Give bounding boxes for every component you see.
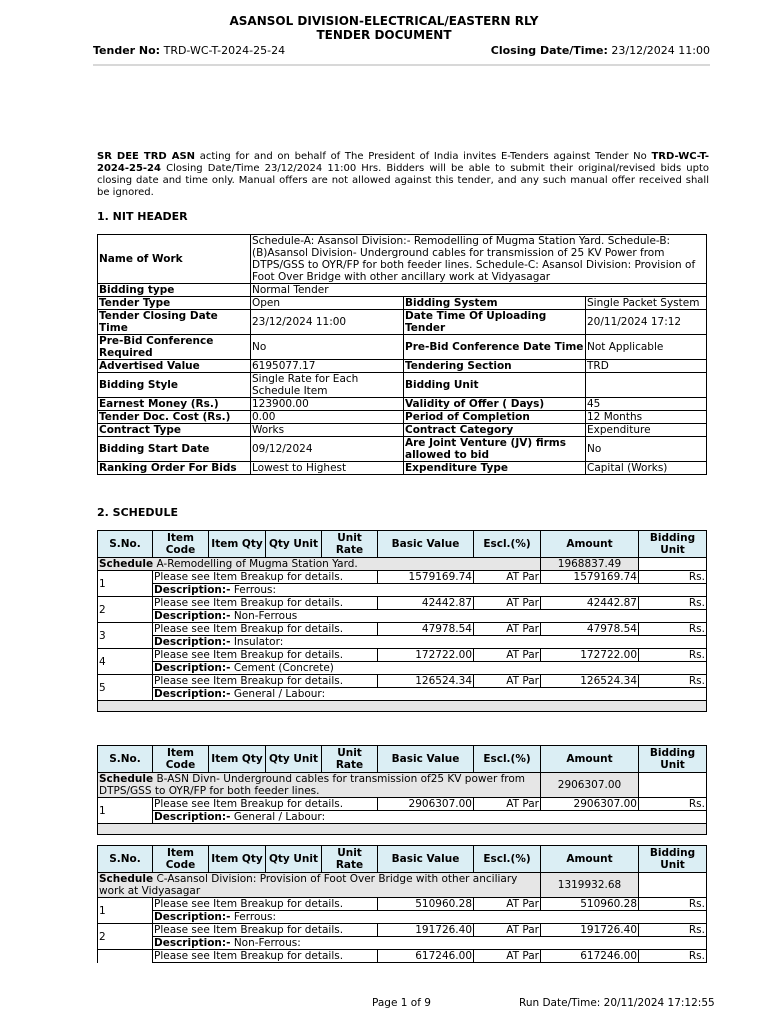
section-title-nit: 1. NIT HEADER: [97, 210, 188, 223]
schedule-total-unit: [639, 773, 707, 798]
schedule-title-row: [98, 558, 707, 571]
spacer-cell: [98, 824, 707, 835]
item-bidding-unit: Rs.: [639, 898, 707, 911]
nit-value: 6195077.17: [251, 360, 404, 373]
nit-label: Tender Type: [98, 297, 251, 310]
description-row: [98, 662, 707, 675]
column-header-amount: Amount: [541, 531, 639, 558]
schedule-table: [97, 745, 707, 835]
nit-label: Ranking Order For Bids: [98, 462, 251, 475]
description-row: [98, 937, 707, 950]
nit-value: 0.00: [251, 411, 404, 424]
nit-label: Expenditure Type: [404, 462, 586, 475]
schedule-name: [98, 773, 541, 798]
table-row: [98, 597, 707, 610]
item-basic-value: 191726.40: [378, 924, 474, 937]
nit-value: No: [586, 437, 707, 462]
header-divider: [93, 64, 710, 66]
item-details: Please see Item Breakup for details.: [153, 571, 378, 584]
nit-row: [98, 297, 707, 310]
nit-label: Earnest Money (Rs.): [98, 398, 251, 411]
table-row: [98, 924, 707, 937]
nit-label: Bidding Unit: [404, 373, 586, 398]
table-row: [98, 898, 707, 911]
item-amount: 126524.34: [541, 675, 639, 688]
item-escalation: AT Par: [474, 798, 541, 811]
schedule-name: [98, 873, 541, 898]
column-header-amount: Amount: [541, 746, 639, 773]
item-basic-value: 47978.54: [378, 623, 474, 636]
description-label: Description:-: [154, 584, 231, 596]
item-details: Please see Item Breakup for details.: [153, 924, 378, 937]
description-label: Description:-: [154, 662, 231, 674]
schedule-title: C-Asansol Division: Provision of Foot Over Bridge with other anciliary work at Vidyasagar: [99, 873, 518, 897]
item-bidding-unit: Rs.: [639, 649, 707, 662]
schedule-label: Schedule: [99, 873, 154, 885]
column-header-amount: Amount: [541, 846, 639, 873]
closing-datetime: Closing Date/Time: 23/12/2024 11:00: [490, 44, 710, 57]
column-header-qty: Item Qty: [209, 846, 266, 873]
item-amount: 47978.54: [541, 623, 639, 636]
nit-label: Bidding Style: [98, 373, 251, 398]
document-subtitle: TENDER DOCUMENT: [316, 28, 452, 42]
section-title-schedule: 2. SCHEDULE: [97, 506, 178, 519]
item-details: Please see Item Breakup for details.: [153, 950, 378, 963]
item-amount: 1579169.74: [541, 571, 639, 584]
column-header-qty: Item Qty: [209, 531, 266, 558]
nit-label: Name of Work: [98, 235, 251, 284]
item-description: [153, 584, 707, 597]
description-value: Ferrous:: [233, 584, 277, 596]
page-number: Page 1 of 9: [372, 997, 431, 1009]
nit-row: [98, 424, 707, 437]
nit-value: No: [251, 335, 404, 360]
nit-row: [98, 284, 707, 297]
schedule-title: B-ASN Divn- Underground cables for transmission of25 KV power from DTPS/GSS to OYR/FP for both feeder lines.: [99, 773, 526, 797]
nit-label: Are Joint Venture (JV) firms allowed to bid: [404, 437, 586, 462]
tender-number: Tender No: TRD-WC-T-2024-25-24: [93, 44, 286, 57]
description-label: Description:-: [154, 937, 231, 949]
nit-label: Contract Type: [98, 424, 251, 437]
item-sno: 1: [98, 798, 153, 824]
nit-label: Bidding System: [404, 297, 586, 310]
column-header-unit: Qty Unit: [266, 531, 322, 558]
column-header-code: Item Code: [153, 531, 209, 558]
item-amount: 617246.00: [541, 950, 639, 963]
item-escalation: AT Par: [474, 597, 541, 610]
nit-label: Advertised Value: [98, 360, 251, 373]
item-basic-value: 510960.28: [378, 898, 474, 911]
nit-value: Lowest to Highest: [251, 462, 404, 475]
column-header-basic: Basic Value: [378, 846, 474, 873]
item-sno: 5: [98, 675, 153, 701]
schedule-header-row: [98, 531, 707, 558]
schedule-total: 2906307.00: [541, 773, 639, 798]
nit-row: [98, 235, 707, 284]
column-header-code: Item Code: [153, 846, 209, 873]
run-datetime: Run Date/Time: 20/11/2024 17:12:55: [519, 997, 715, 1009]
description-row: [98, 610, 707, 623]
item-sno: 2: [98, 924, 153, 950]
nit-row: [98, 411, 707, 424]
item-bidding-unit: Rs.: [639, 950, 707, 963]
item-sno: 1: [98, 898, 153, 924]
column-header-qty: Item Qty: [209, 746, 266, 773]
table-row: [98, 649, 707, 662]
column-header-unit: Qty Unit: [266, 746, 322, 773]
item-description: [153, 688, 707, 701]
nit-value: Not Applicable: [586, 335, 707, 360]
description-value: General / Labour:: [233, 688, 326, 700]
column-header-bunit: Bidding Unit: [639, 746, 707, 773]
item-sno: 1: [98, 571, 153, 597]
column-header-code: Item Code: [153, 746, 209, 773]
column-header-unit: Qty Unit: [266, 846, 322, 873]
item-description: [153, 636, 707, 649]
nit-row: [98, 373, 707, 398]
column-header-rate: Unit Rate: [322, 531, 378, 558]
document-title: ASANSOL DIVISION-ELECTRICAL/EASTERN RLY: [229, 14, 539, 28]
description-label: Description:-: [154, 636, 231, 648]
item-amount: 191726.40: [541, 924, 639, 937]
column-header-bunit: Bidding Unit: [639, 846, 707, 873]
item-description: [153, 811, 707, 824]
item-description: [153, 662, 707, 675]
description-row: [98, 636, 707, 649]
column-header-sno: S.No.: [98, 531, 153, 558]
nit-value: 20/11/2024 17:12: [586, 310, 707, 335]
column-header-escl: Escl.(%): [474, 746, 541, 773]
nit-label: Contract Category: [404, 424, 586, 437]
item-basic-value: 42442.87: [378, 597, 474, 610]
nit-label: Pre-Bid Conference Required: [98, 335, 251, 360]
item-basic-value: 172722.00: [378, 649, 474, 662]
schedule-spacer: [98, 701, 707, 712]
nit-row: [98, 398, 707, 411]
schedule-total: 1968837.49: [541, 558, 639, 571]
description-row: [98, 584, 707, 597]
schedule-name: [98, 558, 541, 571]
item-bidding-unit: Rs.: [639, 623, 707, 636]
schedule-header-row: [98, 846, 707, 873]
schedule-label: Schedule: [99, 558, 154, 570]
item-escalation: AT Par: [474, 898, 541, 911]
schedule-table: [97, 530, 707, 712]
item-sno: 4: [98, 649, 153, 675]
item-basic-value: 126524.34: [378, 675, 474, 688]
nit-row: [98, 310, 707, 335]
column-header-escl: Escl.(%): [474, 531, 541, 558]
table-row: [98, 950, 707, 963]
schedule-spacer: [98, 824, 707, 835]
item-details: Please see Item Breakup for details.: [153, 675, 378, 688]
column-header-rate: Unit Rate: [322, 846, 378, 873]
item-amount: 42442.87: [541, 597, 639, 610]
schedule-total-unit: [639, 558, 707, 571]
description-row: [98, 811, 707, 824]
item-description: [153, 911, 707, 924]
nit-value: Expenditure: [586, 424, 707, 437]
column-header-basic: Basic Value: [378, 531, 474, 558]
nit-label: Tendering Section: [404, 360, 586, 373]
nit-value: Normal Tender: [251, 284, 707, 297]
nit-value: Single Rate for Each Schedule Item: [251, 373, 404, 398]
item-escalation: AT Par: [474, 623, 541, 636]
intro-paragraph: SR DEE TRD ASN acting for and on behalf of The President of India invites E-Tenders against Tender No TRD-WC-T-2024-25-24 Closing Date/Time 23/12/2024 11:00 Hrs. Bidders will be able to submit their original/revised bids upto closing date and time only. Manual offers are not allowed against this tender, and any such manual offer received shall be ignored.: [97, 151, 709, 198]
description-value: General / Labour:: [233, 811, 326, 823]
item-bidding-unit: Rs.: [639, 675, 707, 688]
nit-value: Open: [251, 297, 404, 310]
nit-label: Date Time Of Uploading Tender: [404, 310, 586, 335]
item-amount: 172722.00: [541, 649, 639, 662]
item-details: Please see Item Breakup for details.: [153, 898, 378, 911]
table-row: [98, 675, 707, 688]
column-header-escl: Escl.(%): [474, 846, 541, 873]
description-row: [98, 911, 707, 924]
nit-value: [586, 373, 707, 398]
schedule-table: [97, 845, 707, 963]
item-sno: 3: [98, 623, 153, 649]
nit-row: [98, 360, 707, 373]
item-sno: 2: [98, 597, 153, 623]
description-value: Insulator:: [233, 636, 284, 648]
spacer-cell: [98, 701, 707, 712]
nit-value: TRD: [586, 360, 707, 373]
description-label: Description:-: [154, 688, 231, 700]
table-row: [98, 571, 707, 584]
nit-value: 123900.00: [251, 398, 404, 411]
schedule-label: Schedule: [99, 773, 154, 785]
item-escalation: AT Par: [474, 571, 541, 584]
column-header-rate: Unit Rate: [322, 746, 378, 773]
nit-value: Schedule-A: Asansol Division:- Remodelling of Mugma Station Yard. Schedule-B:(B)Asansol Division- Underground cables for transmission of 25 KV Power from DTPS/GSS to OYR/FP for both feeder lines. Schedule-C: Asansol Division: Provision of Foot Over Bridge with other ancillary work at Vidyasagar: [251, 235, 707, 284]
item-details: Please see Item Breakup for details.: [153, 798, 378, 811]
column-header-sno: S.No.: [98, 846, 153, 873]
item-description: [153, 937, 707, 950]
nit-label: Bidding type: [98, 284, 251, 297]
item-escalation: AT Par: [474, 649, 541, 662]
description-label: Description:-: [154, 911, 231, 923]
item-details: Please see Item Breakup for details.: [153, 649, 378, 662]
description-value: Ferrous:: [233, 911, 277, 923]
nit-row: [98, 437, 707, 462]
nit-label: Bidding Start Date: [98, 437, 251, 462]
description-row: [98, 688, 707, 701]
schedule-total: 1319932.68: [541, 873, 639, 898]
nit-label: Tender Closing Date Time: [98, 310, 251, 335]
nit-label: Validity of Offer ( Days): [404, 398, 586, 411]
nit-header-table: [97, 234, 707, 475]
nit-row: [98, 462, 707, 475]
description-value: Non-Ferrous: [233, 610, 298, 622]
description-value: Non-Ferrous:: [233, 937, 301, 949]
item-basic-value: 1579169.74: [378, 571, 474, 584]
item-bidding-unit: Rs.: [639, 571, 707, 584]
item-bidding-unit: Rs.: [639, 798, 707, 811]
nit-row: [98, 335, 707, 360]
nit-value: Works: [251, 424, 404, 437]
item-escalation: AT Par: [474, 924, 541, 937]
description-label: Description:-: [154, 811, 231, 823]
table-row: [98, 623, 707, 636]
table-row: [98, 798, 707, 811]
description-label: Description:-: [154, 610, 231, 622]
nit-label: Tender Doc. Cost (Rs.): [98, 411, 251, 424]
nit-value: Capital (Works): [586, 462, 707, 475]
item-description: [153, 610, 707, 623]
item-details: Please see Item Breakup for details.: [153, 597, 378, 610]
item-bidding-unit: Rs.: [639, 597, 707, 610]
column-header-basic: Basic Value: [378, 746, 474, 773]
item-escalation: AT Par: [474, 675, 541, 688]
item-amount: 510960.28: [541, 898, 639, 911]
item-escalation: AT Par: [474, 950, 541, 963]
description-value: Cement (Concrete): [233, 662, 334, 674]
schedule-header-row: [98, 746, 707, 773]
item-basic-value: 2906307.00: [378, 798, 474, 811]
nit-value: Single Packet System: [586, 297, 707, 310]
column-header-sno: S.No.: [98, 746, 153, 773]
nit-label: Pre-Bid Conference Date Time: [404, 335, 586, 360]
nit-label: Period of Completion: [404, 411, 586, 424]
schedule-total-unit: [639, 873, 707, 898]
nit-value: 23/12/2024 11:00: [251, 310, 404, 335]
nit-value: 45: [586, 398, 707, 411]
item-sno: [98, 950, 153, 963]
nit-value: 09/12/2024: [251, 437, 404, 462]
item-amount: 2906307.00: [541, 798, 639, 811]
schedule-title-row: [98, 773, 707, 798]
schedule-title-row: [98, 873, 707, 898]
column-header-bunit: Bidding Unit: [639, 531, 707, 558]
item-basic-value: 617246.00: [378, 950, 474, 963]
schedule-title: A-Remodelling of Mugma Station Yard.: [156, 558, 358, 570]
item-details: Please see Item Breakup for details.: [153, 623, 378, 636]
item-bidding-unit: Rs.: [639, 924, 707, 937]
nit-value: 12 Months: [586, 411, 707, 424]
